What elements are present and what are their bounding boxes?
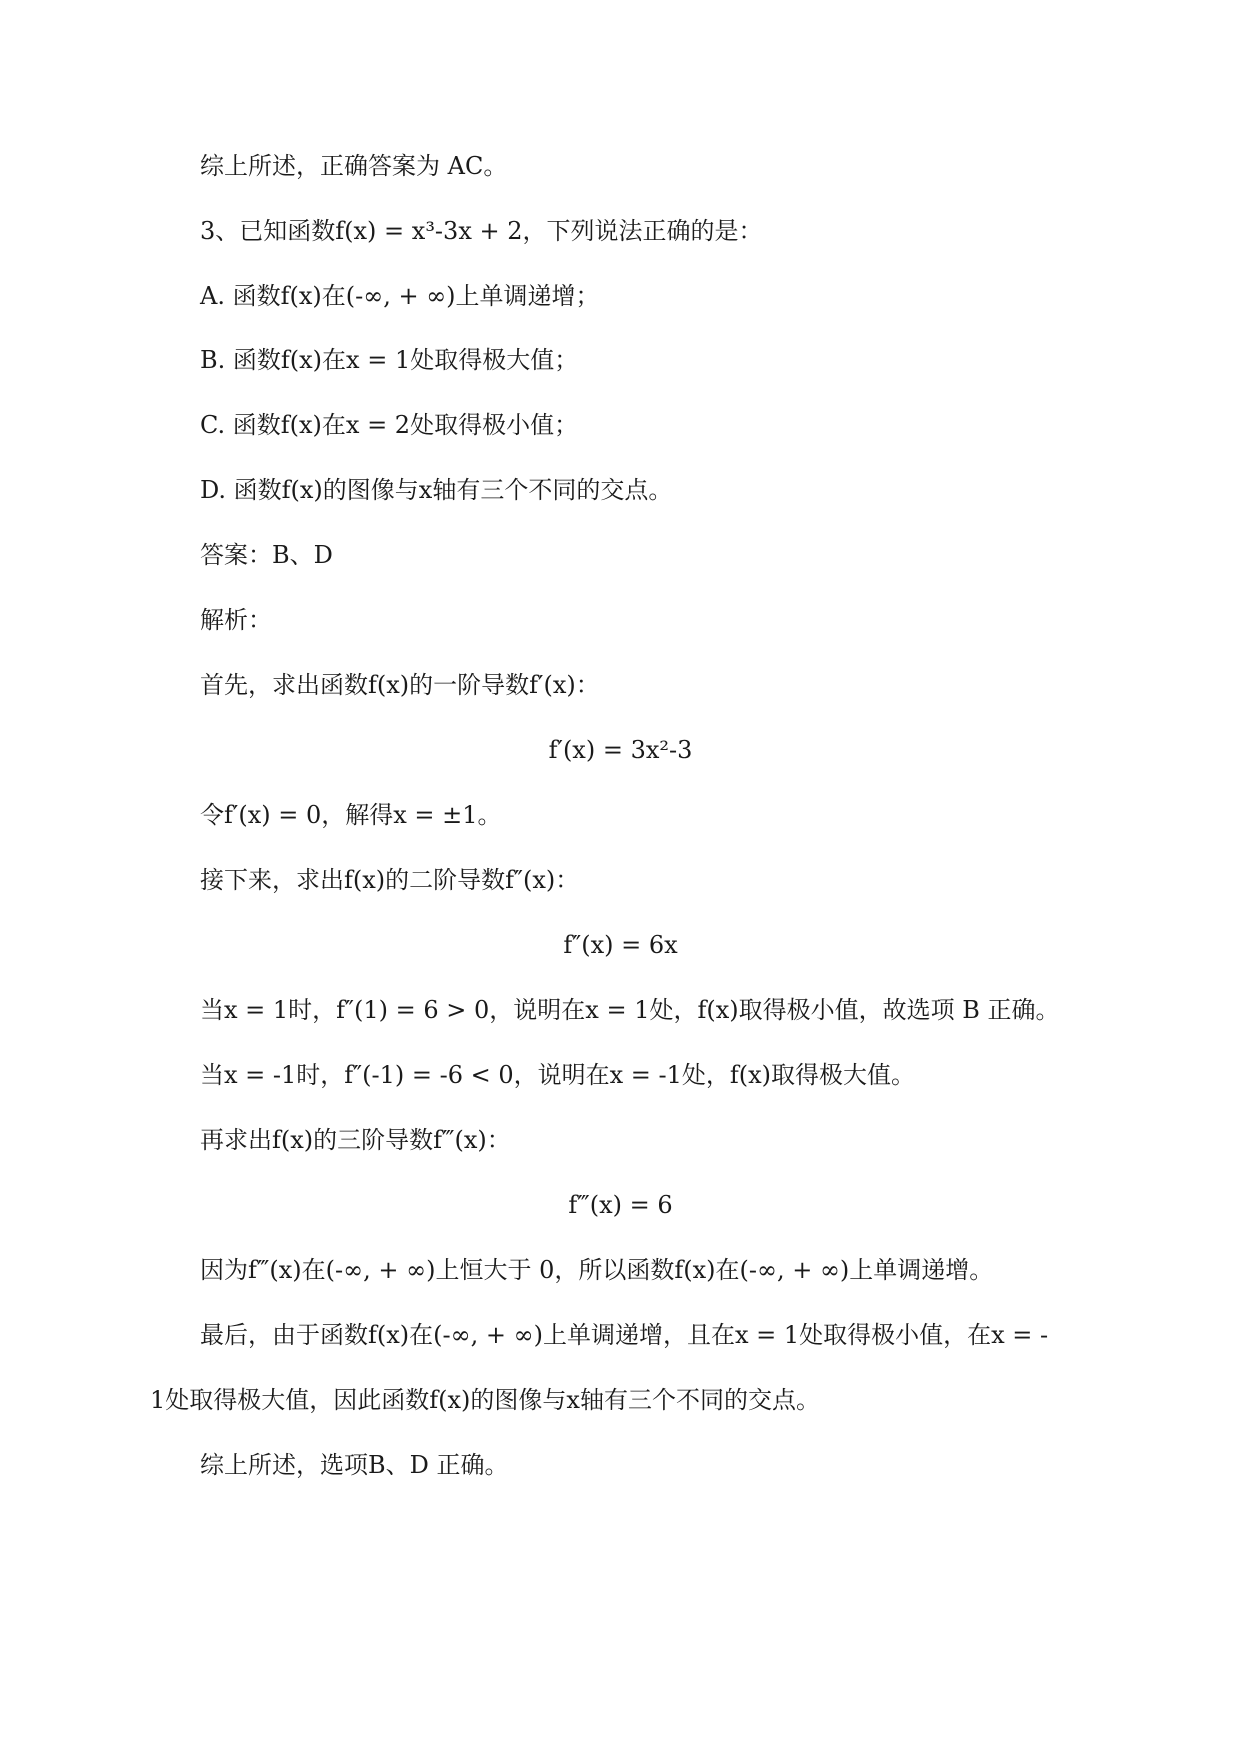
final-reasoning-1: 最后，由于函数f(x)在(-∞, + ∞)上单调递增，且在x = 1处取得极小值，在x = -: [200, 1321, 1049, 1349]
option-a: A. 函数f(x)在(-∞, + ∞)上单调递增；: [200, 282, 600, 310]
option-b: B. 函数f(x)在x = 1处取得极大值；: [200, 346, 579, 374]
first-derivative-intro: 首先，求出函数f(x)的一阶导数f′(x)：: [200, 671, 600, 699]
option-c: C. 函数f(x)在x = 2处取得极小值；: [200, 411, 579, 439]
second-derivative-formula: f″(x) = 6x: [563, 931, 678, 959]
question-3-stem: 3、已知函数f(x) = x³-3x + 2，下列说法正确的是：: [200, 217, 763, 245]
second-derivative-intro: 接下来，求出f(x)的二阶导数f″(x)：: [200, 866, 580, 894]
answer-line: 答案：B、D: [200, 541, 333, 569]
analysis-heading: 解析：: [200, 606, 272, 634]
conclusion-previous: 综上所述，正确答案为 AC。: [200, 152, 508, 180]
third-derivative-intro: 再求出f(x)的三阶导数f‴(x)：: [200, 1126, 511, 1154]
critical-points: 令f′(x) = 0，解得x = ±1。: [200, 801, 502, 829]
first-derivative-formula: f′(x) = 3x²-3: [548, 736, 693, 764]
final-reasoning-2: 1处取得极大值，因此函数f(x)的图像与x轴有三个不同的交点。: [150, 1386, 820, 1414]
monotonic-claim: 因为f‴(x)在(-∞, + ∞)上恒大于 0，所以函数f(x)在(-∞, + ∞)上单调递增。: [200, 1256, 994, 1284]
maximum-analysis: 当x = -1时，f″(-1) = -6 < 0，说明在x = -1处，f(x)取得极大值。: [200, 1061, 916, 1089]
minimum-analysis: 当x = 1时，f″(1) = 6 > 0，说明在x = 1处，f(x)取得极小值，故选项 B 正确。: [200, 996, 1060, 1024]
conclusion: 综上所述，选项B、D 正确。: [200, 1451, 509, 1479]
third-derivative-formula: f‴(x) = 6: [568, 1191, 673, 1219]
option-d: D. 函数f(x)的图像与x轴有三个不同的交点。: [200, 476, 673, 504]
